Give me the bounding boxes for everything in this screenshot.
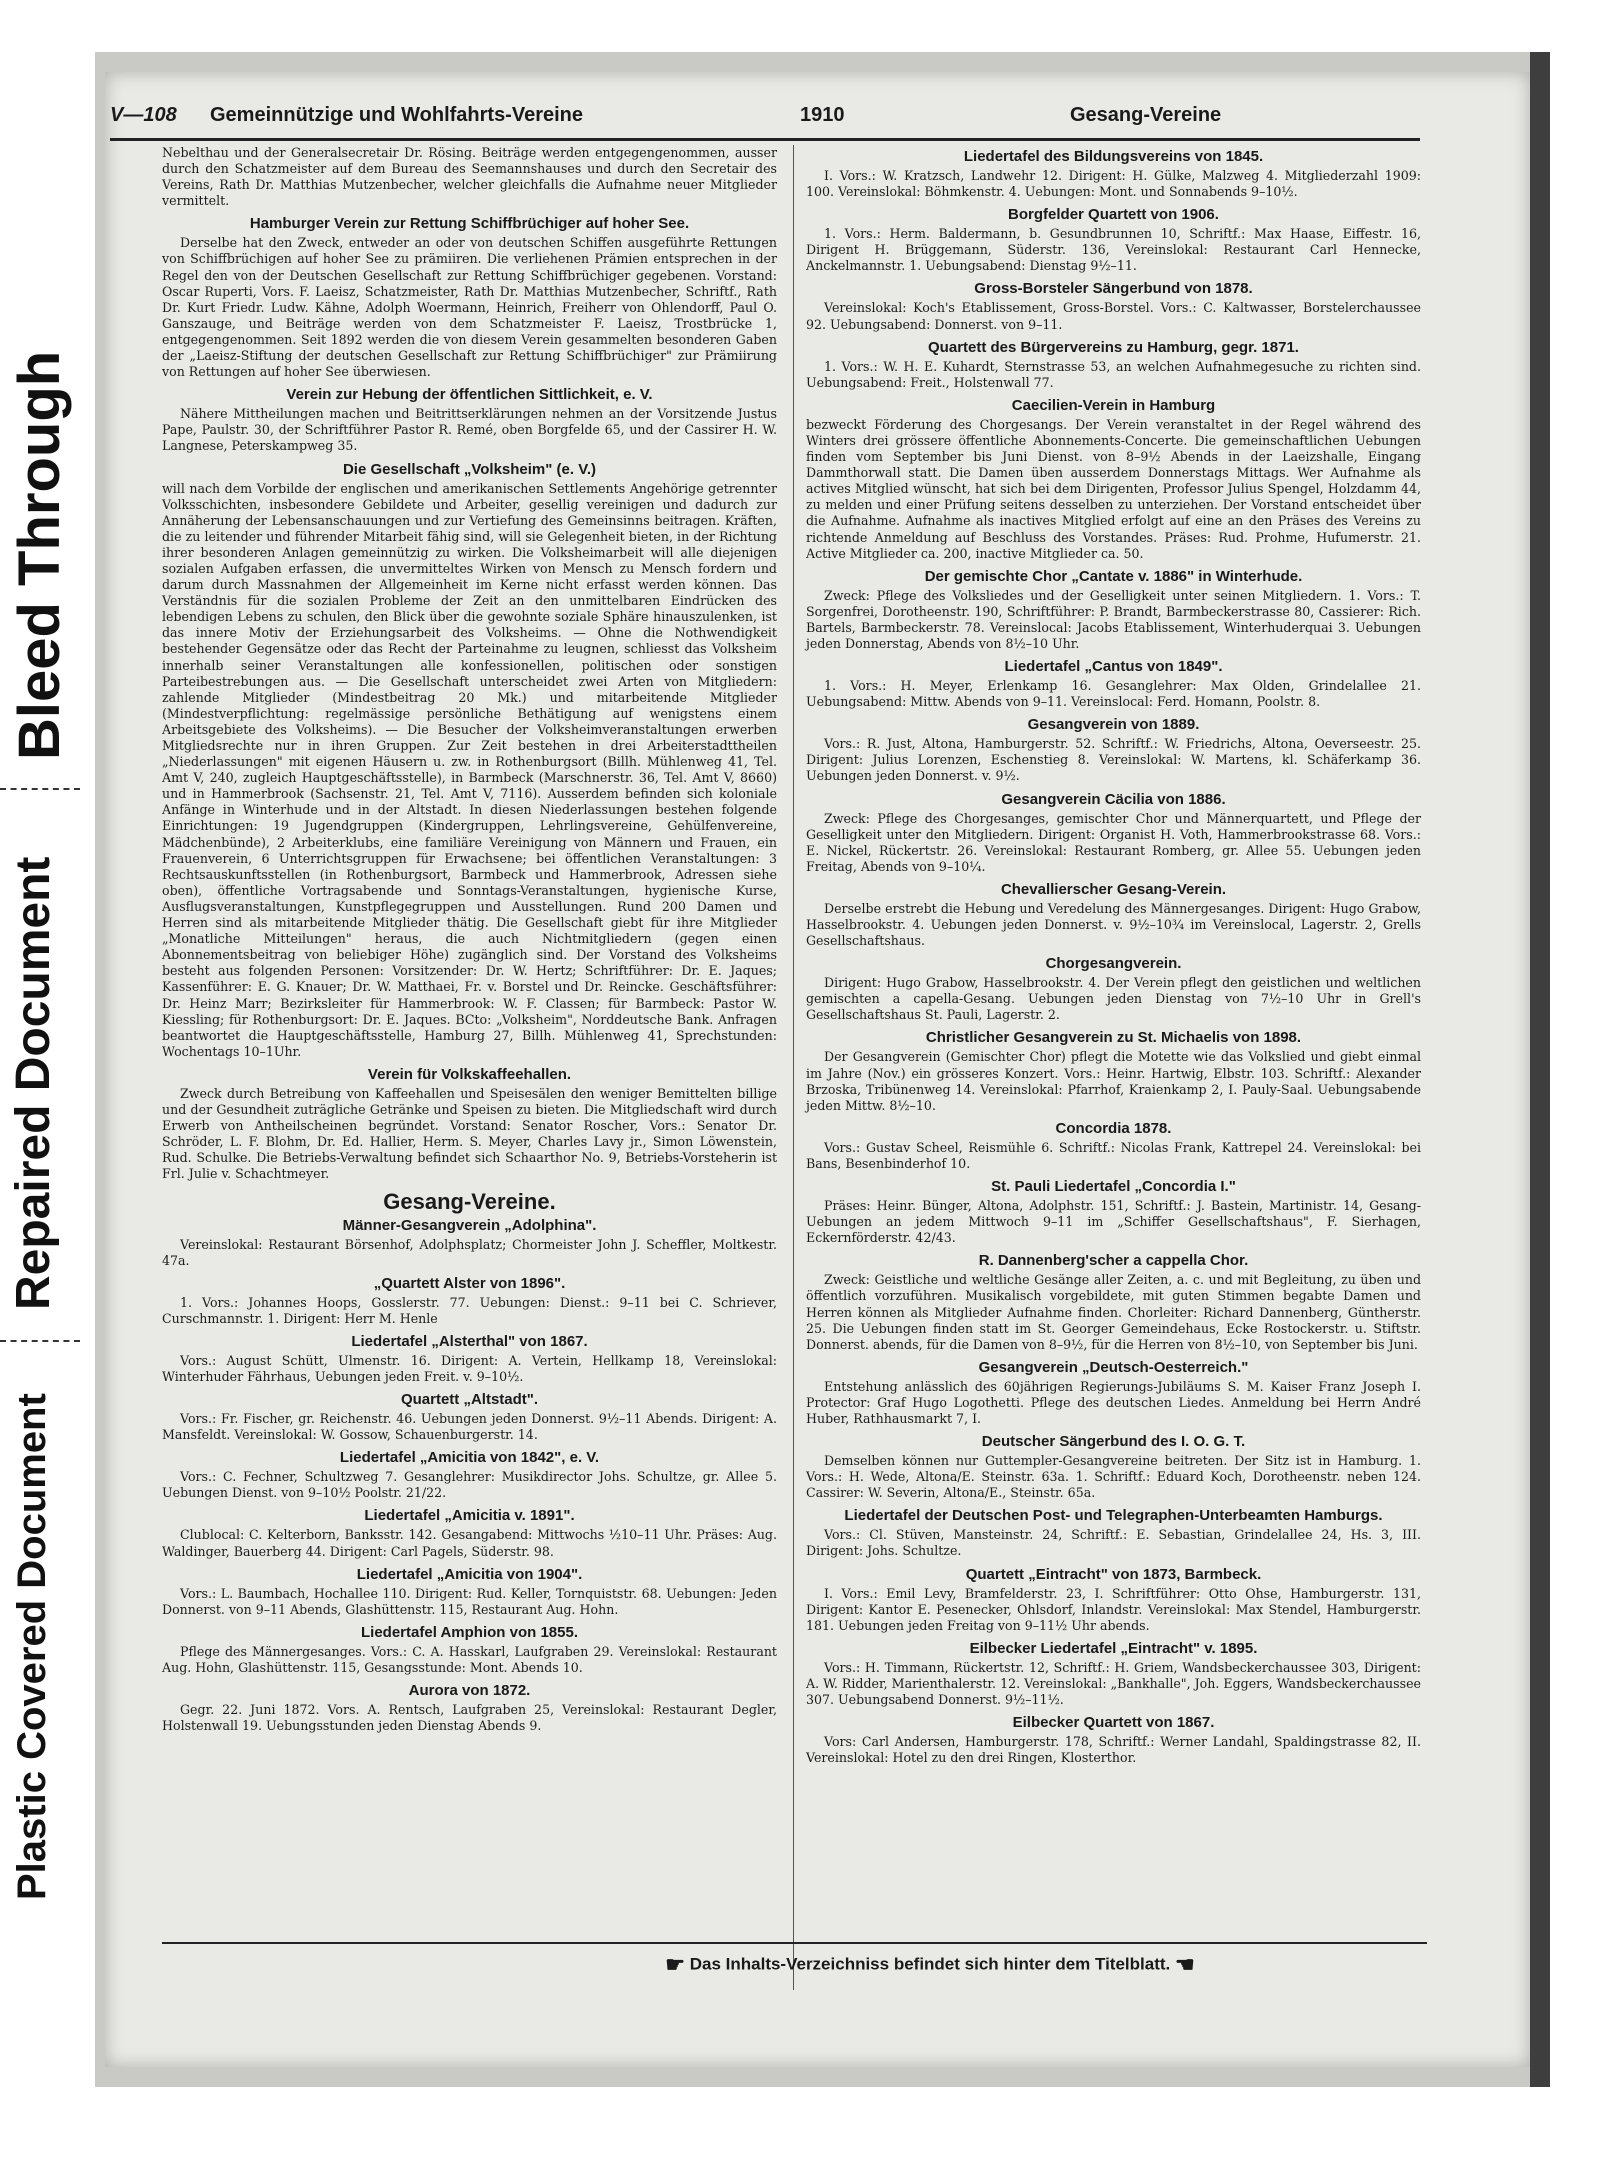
entry-heading: Gesangverein von 1889. <box>1027 716 1200 734</box>
entry-heading: Deutscher Sängerbund des I. O. G. T. <box>981 1433 1246 1451</box>
left-column <box>162 145 777 1736</box>
entry-heading: Liedertafel „Alsterthal" von 1867. <box>351 1332 588 1350</box>
entry-paragraph: Derselbe erstrebt die Hebung und Veredelung des Männergesanges. Dirigent: Hugo Grabow, Hasselbrookstr. 4. Uebungen jeden Donnerst. v. 9½–10¾ im Vereinslocal, Lagerstr. 2, Grells Gesellschaftshaus. <box>806 900 1421 949</box>
entry-heading: Quartett des Bürgervereins zu Hamburg, gegr. 1871. <box>928 338 1299 356</box>
entry-paragraph: Gegr. 22. Juni 1872. Vors. A. Rentsch, Laufgraben 25, Vereinslokal: Restaurant Degler, Holstenwall 19. Uebungsstunden jeden Dienstag Abends 9. <box>162 1702 777 1734</box>
entry-heading: Eilbecker Quartett von 1867. <box>1012 1714 1215 1732</box>
page-edge-shadow <box>1530 52 1550 2087</box>
footer-note <box>440 1952 1420 1978</box>
header-left-title: Gemeinnützige und Wohlfahrts-Vereine <box>210 104 584 126</box>
entry-heading: Christlicher Gesangverein zu St. Michaelis von 1898. <box>925 1029 1302 1047</box>
entry-heading: R. Dannenberg'scher a cappella Chor. <box>978 1252 1249 1270</box>
header-year: 1910 <box>800 104 845 126</box>
entry-heading: Gesangverein „Deutsch-Oesterreich." <box>978 1358 1249 1376</box>
entry-heading: Aurora von 1872. <box>408 1682 531 1700</box>
entry-heading: Gross-Borsteler Sängerbund von 1878. <box>974 280 1253 298</box>
entry-paragraph: Zweck: Geistliche und weltliche Gesänge aller Zeiten, a. c. und mit Begleitung, zu üben und öffentlich vorzuführen. Musikalisch vorgebildete, mit guten Stimmen begabte Damen und Herren können als Mitglieder Aufnahme finden. Chorleiter: Richard Dannenberg, Güntherstr. 25. Die Uebungen finden statt im St. Georger Gemeindehaus, Ecke Rostockerstr. u. Stiftstr. Donnerst. abends, für die Damen von 8–9½, für die Herren von 8½–10, von September bis Juni. <box>806 1272 1421 1352</box>
column-divider <box>793 145 794 1990</box>
entry-heading: St. Pauli Liedertafel „Concordia I." <box>991 1178 1236 1196</box>
section-title: Gesang-Vereine. <box>383 1189 556 1215</box>
entry-heading: Verein zur Hebung der öffentlichen Sittlichkeit, e. V. <box>286 386 653 404</box>
entry-paragraph: Vereinslokal: Koch's Etablissement, Gross-Borstel. Vors.: C. Kaltwasser, Borstelerchaussee 92. Uebungsabend: Donnerst. von 9–11. <box>806 300 1421 332</box>
entry-paragraph: Der Gesangverein (Gemischter Chor) pflegt die Motette wie das Volkslied und giebt einmal im Jahre (Nov.) ein grösseres Konzert. Vors.: Heinr. Hartwig, Elbstr. 103. Schriftf.: Alexander Brzoska, Tribünenweg 14. Vereinslokal: Pfarrhof, Kraienkamp 2, I. Pauly-Saal. Uebungsabende jeden Mittw. 8½–10. <box>806 1049 1421 1113</box>
label-divider <box>0 788 80 790</box>
entry-heading: Quartett „Altstadt". <box>400 1391 539 1409</box>
entry-heading: Caecilien-Verein in Hamburg <box>1011 396 1216 414</box>
entry-heading: Liedertafel „Amicitia von 1904". <box>356 1565 583 1583</box>
entry-heading: Die Gesellschaft „Volksheim" (e. V.) <box>342 460 597 478</box>
entry-heading: Liedertafel „Cantus von 1849". <box>1004 658 1223 676</box>
entry-paragraph: bezweckt Förderung des Chorgesangs. Der Verein veranstaltet in der Regel während des Winters drei grössere öffentliche Abonnements-Concerte. Die gemeinschaftlichen Uebungen finden vom September bis Juni Dienst. von 8–9½ Abends in der Laeizshalle, Eingang Dammthorwall statt. Die Damen üben ausserdem Donnerstags Mittags. Wer Aufnahme als actives Mitglied wünscht, hat sich bei dem Dirigenten, Professor Julius Spengel, Holzdamm 44, zu melden und einer Prüfung seitens desselben zu unterziehen. Der Vorstand entscheidet über die Aufnahme. Aufnahme als inactives Mitglied erfolgt auf eine an den Präses des Vereins zu richtende Anmeldung auf Beschluss des Vorstandes. Präses: Rud. Prohme, Hufumerstr. 21. Active Mitglieder ca. 200, inactive Mitglieder ca. 50. <box>806 416 1421 561</box>
entry-paragraph: Vereinslokal: Restaurant Börsenhof, Adolphsplatz; Chormeister John J. Scheffler, Moltkestr. 47a. <box>162 1236 777 1268</box>
entry-paragraph: Vors.: Cl. Stüven, Mansteinstr. 24, Schriftf.: E. Sebastian, Grindelallee 24, Hs. 3, III. Dirigent: Johs. Schultze. <box>806 1527 1421 1559</box>
entry-heading: „Quartett Alster von 1896". <box>373 1274 566 1292</box>
side-labels <box>0 0 80 2177</box>
entry-paragraph: Vors.: L. Baumbach, Hochallee 110. Dirigent: Rud. Keller, Tornquiststr. 68. Uebungen: Jeden Donnerst. von 9–11 Abends, Glashüttenstr. 115, Restaurant Aug. Hohn. <box>162 1585 777 1617</box>
entry-heading: Chevallierscher Gesang-Verein. <box>1000 880 1227 898</box>
page-number: V—108 <box>110 104 177 126</box>
entry-heading: Eilbecker Liedertafel „Eintracht" v. 1895. <box>969 1639 1258 1657</box>
label-divider <box>0 1340 80 1342</box>
pointing-hand-right-icon: ☛ <box>665 1952 685 1977</box>
entry-paragraph: will nach dem Vorbilde der englischen und amerikanischen Settlements Angehörige getrennter Volksschichten, insbesondere Gebildete und Arbeiter, gesellig vereinigen und dadurch zur Annäherung der Lebensanschauungen und zur Vertiefung des Gemeinsinns beitragen. Kräften, die zu leitender und führender Mitarbeit fähig sind, will sie Gelegenheit bieten, in der Richtung ihrer besonderen Anlagen gemeinnützig zu wirken. Die Volksheimarbeit will alle diejenigen sozialen Aufgaben erfassen, die unvermitteltes Wirken von Mensch zu Mensch fordern und darum durch Massnahmen der Allgemeinheit im Kerne nicht erfasst werden können. Das Verständnis für die sozialen Probleme der Zeit an den unmittelbaren Eindrücken des lebendigen Lebens zu schulen, den Blick über die gewohnte soziale Sphäre hinauszulenken, ist das innere Motiv der Erziehungsarbeit des Volksheims. — Ohne die Nothwendigkeit bestehender Gegensätze oder das Recht der Parteinahme zu leugnen, schliesst das Volksheim innerhalb seiner Veranstaltungen alle konfessionellen, politischen oder sonstigen Parteibestrebungen aus. — Die Gesellschaft unterscheidet zwei Arten von Mitgliedern: zahlende Mitglieder (Mindestbeitrag 20 Mk.) und mitarbeitende Mitglieder (Mindestverpflichtung: regelmässige persönliche Bethätigung auf wenigstens einem Arbeitsgebiete des Volksheims). — Die Besucher der Volksheimveranstaltungen erwerben Mitgliedsrechte nur in ihren Gruppen. Zur Zeit bestehen in drei Arbeiterstadttheilen „Niederlassungen" mit eigenen Häusern u. zw. in Rothenburgsort (Billh. Mühlenweg 41, Tel. Amt V, 240, zugleich Hauptgeschäftsstelle), in Barmbeck (Marschnerstr. 36, Tel. Amt V, 8660) und in Hammerbrook (Sachsenstr. 21, Tel. Amt V, 7116). Ausserdem befinden sich koloniale Anfänge in Winterhude und in der Altstadt. In diesen Niederlassungen bestehen folgende Einrichtungen: 19 Jugendgruppen (Kindergruppen, Lehrlingsvereine, Gehülfenvereine, Mädchenbünde), 2 Arbeiterklubs, eine familiäre Vereinigung von Männern und Frauen, ein Frauenverein, 6 Unterrichtsgruppen für Erwachsene; bei öffentlichen Veranstaltungen: 3 Rechtsauskunftsstellen (in Rothenburgsort, Barmbeck und Hammerbrook, Adressen siehe oben), öffentliche Vortragsabende und Sonntags-Veranstaltungen, hygienische Kurse, Ausflugsveranstaltungen, Kunstpflegegruppen und Ausstellungen. Rund 200 Damen und Herren sind als mitarbeitende Mitglieder thätig. Die Gesellschaft giebt für ihre Mitglieder „Monatliche Mitteilungen" heraus, die auch Nichtmitgliedern (gegen einen Abonnementsbeitrag von beliebiger Höhe) zugänglich sind. Der Vorstand des Volksheims besteht aus folgenden Personen: Vorsitzender: Dr. W. Hertz; Schriftführer: Dr. E. Jaques; Kassenführer: E. G. Knauer; Dr. W. Matthaei, Fr. v. Borstel und Dr. Reincke. Geschäftsführer: Dr. Heinz Marr; Bezirksleiter für Hammerbrook: W. F. Classen; für Barmbeck: Pastor W. Kiessling; für Rothenburgsort: Dr. E. Jaques. BCto: „Volksheim", Norddeutsche Bank. Anfragen beantwortet die Hauptgeschäftsstelle, Hamburg 27, Billh. Mühlenweg 41, Sprechstunden: Wochentags 10–1Uhr. <box>162 480 777 1059</box>
entry-paragraph: Zweck: Pflege des Chorgesanges, gemischter Chor und Männerquartett, und Pflege der Geselligkeit unter den Mitgliedern. Dirigent: Organist H. Voth, Hammerbrookstrasse 68. Vors.: E. Nickel, Rückertstr. 26. Vereinslokal: Restaurant Romberg, gr. Allee 55. Uebungen jeden Freitag, Abends von 9–10¼. <box>806 810 1421 874</box>
right-column <box>806 142 1421 1768</box>
entry-paragraph: Vors.: C. Fechner, Schultzweg 7. Gesanglehrer: Musikdirector Johs. Schultze, gr. Allee 5. Uebungen Dienst. von 9–10½ Poolstr. 21/22. <box>162 1469 777 1501</box>
header-right-title: Gesang-Vereine <box>1070 104 1222 126</box>
entry-heading: Männer-Gesangverein „Adolphina". <box>342 1216 597 1234</box>
entry-paragraph: Dirigent: Hugo Grabow, Hasselbrookstr. 4. Der Verein pflegt den geistlichen und weltlichen gemischten a capella-Gesang. Uebungen jeden Dienstag von 7½–10 Uhr in Grell's Gesellschaftshaus St. Pauli, Lagerstr. 2. <box>806 975 1421 1023</box>
entry-paragraph: Zweck: Pflege des Volksliedes und der Geselligkeit unter seinen Mitgliedern. 1. Vors.: T. Sorgenfrei, Dorotheenstr. 190, Schriftführer: P. Brandt, Barmbeckerstrasse 80, Cassierer: Rich. Bartels, Barmbeckerstr. 78. Vereinslocal: Jacobs Etablissement, Winterhuderquai 3. Uebungen jeden Donnerstag, Abends von 8½–10 Uhr. <box>806 587 1421 651</box>
page-header <box>110 98 1420 141</box>
entry-paragraph: Vors: Carl Andersen, Hamburgerstr. 178, Schriftf.: Werner Landahl, Spaldingstrasse 82, II. Vereinslokal: Hotel zu den drei Ringen, Klosterthor. <box>806 1734 1421 1766</box>
entry-heading: Liedertafel der Deutschen Post- und Telegraphen-Unterbeamten Hamburgs. <box>844 1507 1383 1525</box>
label-repaired-document: Repaired Document <box>7 856 60 1310</box>
entry-paragraph: Pflege des Männergesanges. Vors.: C. A. Hasskarl, Laufgraben 29. Vereinslokal: Restaurant Aug. Hohn, Glashüttenstr. 115, Gesangsstunde: Mont. Abends 10. <box>162 1643 777 1675</box>
entry-heading: Borgfelder Quartett von 1906. <box>1008 206 1219 224</box>
entry-paragraph: Entstehung anlässlich des 60jährigen Regierungs-Jubiläums S. M. Kaiser Franz Joseph I. Protector: Graf Hugo Logothetti. Pflege des deutschen Liedes. Anmeldung bei Herrn André Huber, Rathhausmarkt 7, I. <box>806 1378 1421 1426</box>
entry-paragraph: 1. Vors.: Herm. Baldermann, b. Gesundbrunnen 10, Schriftf.: Max Haase, Eiffestr. 16, Dirigent H. Brüggemann, Süderstr. 136, Vereinslokal: Restaurant Carl Hennecke, Anckelmannstr. 1. Uebungsabend: Dienstag 9½–11. <box>806 226 1421 274</box>
entry-heading: Concordia 1878. <box>1055 1119 1172 1137</box>
entry-heading: Chorgesangverein. <box>1045 955 1182 973</box>
entry-paragraph: Nähere Mittheilungen machen und Beitrittserklärungen nehmen an der Vorsitzende Justus Pape, Paulstr. 30, der Schriftführer Pastor R. Remé, oben Borgfelde 65, und der Cassirer H. W. Langnese, Peterskampweg 35. <box>162 406 777 454</box>
entry-paragraph: Demselben können nur Guttempler-Gesangvereine beitreten. Der Sitz ist in Hamburg. 1. Vors.: H. Wede, Altona/E. Steinstr. 63a. 1. Schriftf.: Eduard Koch, Dorotheenstr. neben 124. Cassirer: W. Severin, Altona/E., Steinstr. 65a. <box>806 1453 1421 1501</box>
entry-paragraph: Nebelthau und der Generalsecretair Dr. Rösing. Beiträge werden entgegengenommen, ausser durch den Schatzmeister auf dem Bureau des Seemannshauses und durch den Secretair des Vereins, Rath Dr. Matthias Mutzenbecher, welcher gleichfalls die Aufnahme neuer Mitglieder vermittelt. <box>162 145 777 209</box>
pointing-hand-left-icon: ☚ <box>1175 1952 1195 1977</box>
entry-paragraph: Vors.: Gustav Scheel, Reismühle 6. Schriftf.: Nicolas Frank, Kattrepel 24. Vereinslokal: bei Bans, Besenbinderhof 10. <box>806 1139 1421 1171</box>
label-plastic-covered: Plastic Covered Document <box>10 1393 54 1900</box>
entry-paragraph: Vors.: R. Just, Altona, Hamburgerstr. 52. Schriftf.: W. Friedrichs, Altona, Oeverseestr. 25. Dirigent: Julius Lorenzen, Eschenstieg 8. Vereinslokal: W. Martens, kl. Schäferkamp 36. Uebungen jeden Donnerst. v. 9½. <box>806 736 1421 784</box>
entry-paragraph: Präses: Heinr. Bünger, Altona, Adolphstr. 151, Schriftf.: J. Bastein, Martinistr. 14, Gesang-Uebungen an jedem Mittwoch 9–11 im „Schiffer Gesellschaftshaus", F. Sierhagen, Eckernförderstr. 42/43. <box>806 1198 1421 1246</box>
entry-heading: Liedertafel des Bildungsvereins von 1845. <box>963 148 1264 165</box>
entry-heading: Liedertafel „Amicitia von 1842", e. V. <box>339 1449 600 1467</box>
entry-heading: Hamburger Verein zur Rettung Schiffbrüchiger auf hoher See. <box>249 215 690 233</box>
entry-heading: Verein für Volkskaffeehallen. <box>367 1065 572 1083</box>
footer-rule <box>162 1942 1427 1944</box>
entry-paragraph: 1. Vors.: W. H. E. Kuhardt, Sternstrasse 53, an welchen Aufnahmegesuche zu richten sind. Uebungsabend: Freit., Holstenwall 77. <box>806 358 1421 390</box>
entry-heading: Quartett „Eintracht" von 1873, Barmbeck. <box>965 1565 1262 1583</box>
entry-heading: Gesangverein Cäcilia von 1886. <box>1001 790 1226 808</box>
entry-paragraph: Vors.: H. Timmann, Rückertstr. 12, Schriftf.: H. Griem, Wandsbeckerchaussee 303, Dirigent: A. W. Ridder, Marienthalerstr. 12. Vereinslokal: „Bankhalle", Joh. Eggers, Wandsbeckerchaussee 307. Uebungsabend Donnerst. 9½–11½. <box>806 1659 1421 1707</box>
entry-heading: Liedertafel Amphion von 1855. <box>361 1623 578 1641</box>
label-bleed-through: Bleed Through <box>7 350 72 760</box>
entry-paragraph: 1. Vors.: Johannes Hoops, Gosslerstr. 77. Uebungen: Dienst.: 9–11 bei C. Schriever, Curschmannstr. 1. Dirigent: Herr M. Henle <box>162 1294 777 1326</box>
entry-paragraph: I. Vors.: Emil Levy, Bramfelderstr. 23, I. Schriftführer: Otto Ohse, Hamburgerstr. 131, Dirigent: Kantor E. Pesenecker, Ohlsdorf, Inlandstr. Vereinslokal: Max Stendel, Hamburgerstr. 181. Uebungen jeden Freitag von 9–11½ Uhr abends. <box>806 1585 1421 1633</box>
entry-paragraph: Derselbe hat den Zweck, entweder an oder von deutschen Schiffen ausgeführte Rettungen von Schiffbrüchigen auf hoher See zu prämiiren. Die verliehenen Prämien entsprechen in der Regel den von der Deutschen Gesellschaft zur Rettung Schiffbrüchiger gegebenen. Vorstand: Oscar Ruperti, Vors. F. Laeisz, Schatzmeister, Rath Dr. Matthias Mutzenbecher, Schriftf., Rath Dr. Kurt Friedr. Ludw. Kähne, Adolph Woermann, Heinrich, Freiherr von Ohlendorff, Paul O. Ganszauge, und Beiträge werden von dem Schatzmeister F. Laeisz, Trostbrücke 1, entgegengenommen. Seit 1892 werden die von diesem Verein gesammelten besonderen Gaben der „Laeisz-Stiftung der deutschen Gesellschaft zur Rettung Schiffbrüchiger" zur Prämiirung von Rettungen auf hoher See überwiesen. <box>162 235 777 380</box>
entry-paragraph: Clublocal: C. Kelterborn, Banksstr. 142. Gesangabend: Mittwochs ½10–11 Uhr. Präses: Aug. Waldinger, Bauerberg 44. Dirigent: Carl Pagels, Süderstr. 98. <box>162 1527 777 1559</box>
entry-paragraph: I. Vors.: W. Kratzsch, Landwehr 12. Dirigent: H. Gülke, Malzweg 4. Mitgliederzahl 1909: 100. Vereinslokal: Böhmkenstr. 4. Uebungen: Mont. und Sonnabends 9–10½. <box>806 168 1421 200</box>
entry-paragraph: Zweck durch Betreibung von Kaffeehallen und Speisesälen den weniger Bemittelten billige und der Gesundheit zuträgliche Getränke und Speisen zu bieten. Die Mitgliedschaft wird durch Erwerb von Antheilscheinen begründet. Vorstand: Senator Roscher, Vors.: Senator Dr. Schröder, L. F. Blohm, Dr. Ed. Hallier, Herm. S. Meyer, Charles Lavy jr., Simon Löwenstein, Rud. Schulke. Die Betriebs-Verwaltung befindet sich Schaarthor No. 9, Betriebs-Vorsteherin ist Frl. Julie v. Schachtmeyer. <box>162 1085 777 1182</box>
footer-text: Das Inhalts-Verzeichniss befindet sich hinter dem Titelblatt. <box>689 1954 1171 1974</box>
entry-heading: Der gemischte Chor „Cantate v. 1886" in Winterhude. <box>924 567 1303 585</box>
entry-paragraph: 1. Vors.: H. Meyer, Erlenkamp 16. Gesanglehrer: Max Olden, Grindelallee 21. Uebungsabend: Mittw. Abends von 9–11. Vereinslocal: Ferd. Homann, Poolstr. 8. <box>806 678 1421 710</box>
entry-heading: Liedertafel „Amicitia v. 1891". <box>364 1507 575 1525</box>
entry-paragraph: Vors.: August Schütt, Ulmenstr. 16. Dirigent: A. Vertein, Hellkamp 18, Vereinslokal: Winterhuder Fährhaus, Uebungen jeden Freit. v. 9–10½. <box>162 1352 777 1384</box>
entry-paragraph: Vors.: Fr. Fischer, gr. Reichenstr. 46. Uebungen jeden Donnerst. 9½–11 Abends. Dirigent: A. Mansfeldt. Vereinslokal: W. Gossow, Schauenburgerstr. 14. <box>162 1411 777 1443</box>
